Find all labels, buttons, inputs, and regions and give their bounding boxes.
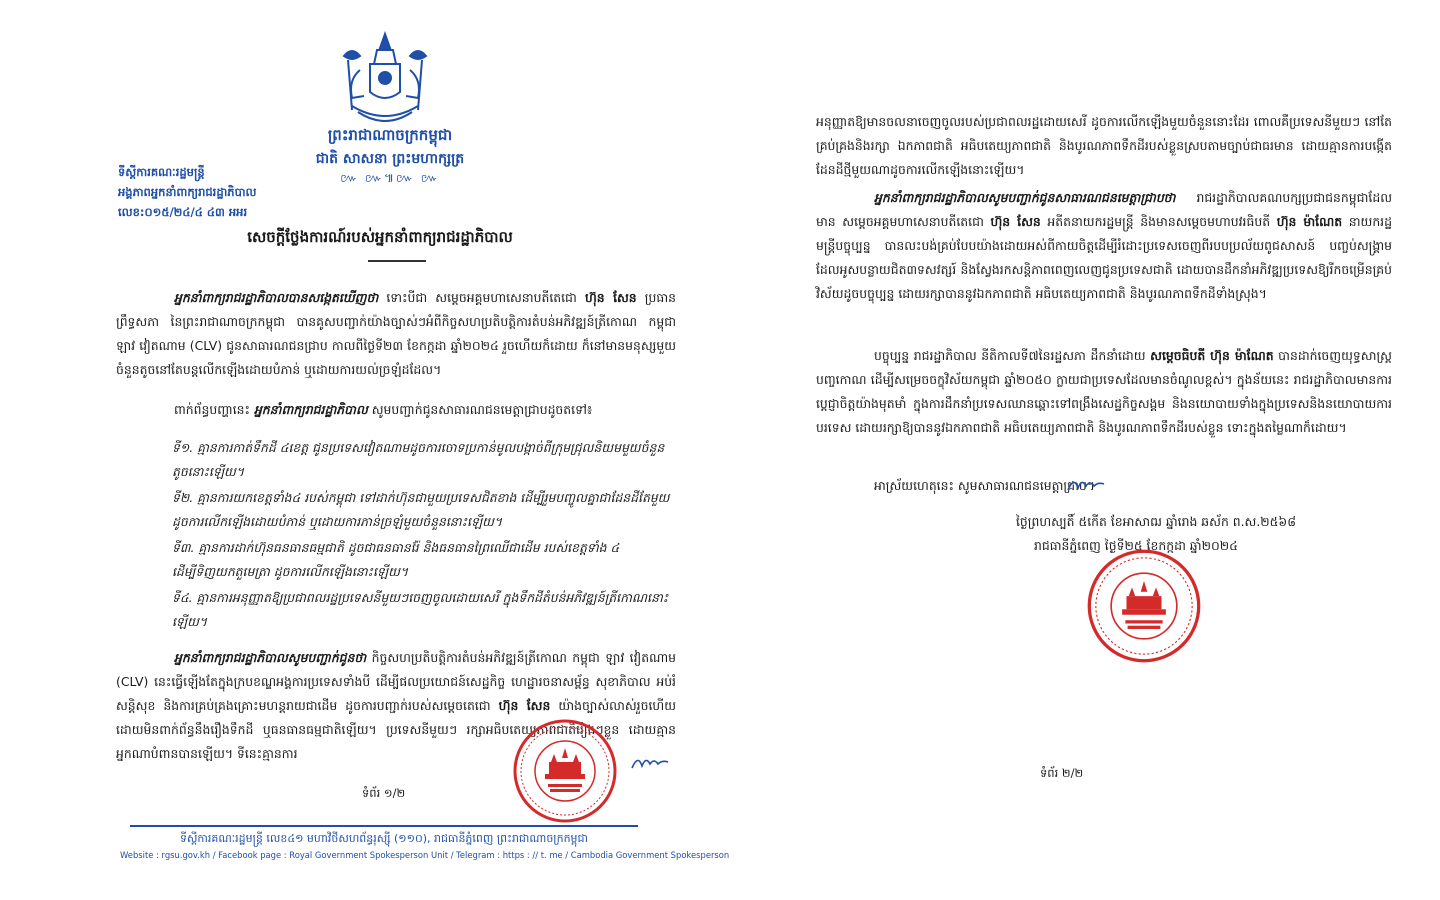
text-run: យ៉ាងច្បាស់លាស់រួចហើយដោយមិនពាក់ព័ន្ធនឹងរឿងទឹកដី ឬធនធានធម្មជាតិឡើយ។ ប្រទេសនីមួយៗ រក្សាអធិបតេយ្យភាពជាតិរៀងៗខ្លួន ដោយគ្មានអ្នកណាបំពានបានឡើយ។ ទីនេះគ្មានការ xyxy=(116,698,676,761)
text-run: ពាក់ព័ន្ធបញ្ហានេះ xyxy=(174,402,254,417)
footer-links: Website : rgsu.gov.kh / Facebook page : Royal Government Spokesperson Unit / Telegram : https : // t. me / Cambodia Government Spokesperson xyxy=(120,850,730,860)
document-title: សេចក្ដីថ្លែងការណ៍របស់អ្នកនាំពាក្យរាជរដ្ឋាភិបាល xyxy=(247,228,513,246)
date-place: រាជធានីភ្នំពេញ ថ្ងៃទី២៥ ខែកក្កដា ឆ្នាំ២០២៤ xyxy=(1034,538,1238,553)
date-lunar: ថ្ងៃព្រហស្បតិ៍ ៥កើត ខែអាសាឍ ឆ្នាំរោង ឆស័ក ព.ស.២៥៦៨ xyxy=(1016,514,1296,529)
title-underline xyxy=(368,260,426,262)
name-highlight: សម្ដេចធិបតី ហ៊ុន ម៉ាណែត xyxy=(1150,348,1274,363)
lead-phrase: អ្នកនាំពាក្យរាជរដ្ឋាភិបាលសូមបញ្ជាក់ជូនថា xyxy=(174,650,367,665)
list-item-1: ទី១. គ្មានការកាត់ទឹកដី ៤ខេត្ត ជូនប្រទេសវៀតណាមដូចការចោទប្រកាន់មូលបង្កាច់ពីក្រុមជ្រុលនិយមមួយចំនួនតូចនោះឡើយ។ xyxy=(172,440,665,479)
header-kingdom: ព្រះរាជាណាចក្រកម្ពុជា xyxy=(327,126,453,144)
lead-phrase: អ្នកនាំពាក្យរាជរដ្ឋាភិបាល xyxy=(253,402,368,417)
paragraph-2-1 xyxy=(816,186,1392,306)
text-run: ប្រធានព្រឹទ្ធសភា នៃព្រះរាជាណាចក្រកម្ពុជា បានគូសបញ្ជាក់យ៉ាងច្បាស់ៗអំពីកិច្ចសហប្រតិបត្តិការតំបន់អភិវឌ្ឍន៍ត្រីកោណ កម្ពុជា ឡាវ វៀតណាម (CLV) ជូនសាធារណជនជ្រាប កាលពីថ្ងៃទី២៣ ខែកក្កដា ឆ្នាំ២០២៤ រួចហើយក៏ដោយ ក៏នៅមានមនុស្សមួយចំនួនតូចនៅតែបន្តលើកឡើងដោយបំភាន់ ឬដោយការយល់ច្រឡំដដែល។ xyxy=(116,290,676,377)
list-item-2: ទី២. គ្មានការយកខេត្តទាំង៤ របស់កម្ពុជា ទៅដាក់ហ៊ុនជាមួយប្រទេសជិតខាង ដើម្បីរួមបញ្ចូលគ្នាជាដែនដីតែមួយ ដូចការលើកឡើងដោយបំភាន់ ឬដោយការភាន់ច្រឡំមួយចំនួននោះឡើយ។ xyxy=(172,490,670,529)
text-run: អតីតនាយករដ្ឋមន្ត្រី និងមានសម្ដេចមហាបវរធិបតី xyxy=(1040,214,1277,229)
text-run: នាយករដ្ឋមន្ត្រីបច្ចុប្បន្ន បានលះបង់គ្រប់បែបយ៉ាងដោយអស់ពីកាយចិត្តដើម្បីរំដោះប្រទេសចេញពីរបបប្រល័យពូជសាសន៍ បញ្ចប់សង្គ្រាមដែលអូសបន្លាយជិត៣ទសវត្សរ៍ និងស្វែងរកសន្តិភាពពេញលេញជូនប្រទេសជាតិ ដោយបានដឹកនាំអភិវឌ្ឍប្រទេសឱ្យរីកចម្រើនគ្រប់វិស័យដូចបច្ចុប្បន្ន ដោយរក្សាបាននូវឯកភាពជាតិ អធិបតេយ្យភាពជាតិ និងបូរណភាពទឹកដីទាំងស្រុង។ xyxy=(816,214,1392,301)
official-seal-icon xyxy=(1086,548,1202,664)
document-page-2 xyxy=(720,0,1440,900)
issuing-office xyxy=(118,162,348,222)
paragraph-2-2 xyxy=(816,344,1392,440)
lead-phrase: អ្នកនាំពាក្យរាជរដ្ឋាភិបាលបានសង្កេតឃើញថា xyxy=(174,290,379,305)
official-seal-icon xyxy=(512,718,618,824)
text-run: បច្ចុប្បន្ន រាជរដ្ឋាភិបាល នីតិកាលទី៧នៃរដ្ឋសភា ដឹកនាំដោយ xyxy=(874,348,1151,363)
text-run: កិច្ចសហប្រតិបត្តិការតំបន់អភិវឌ្ឍន៍ត្រីកោណ កម្ពុជា ឡាវ វៀតណាម (CLV) នេះធ្វើឡើងតែក្នុងក្របខណ្ឌអង្គការប្រទេសទាំងបី ដើម្បីផលប្រយោជន៍សេដ្ឋកិច្ច ហេដ្ឋារចនាសម្ព័ន្ធ សុខាភិបាល អប់រំ សន្តិសុខ និងការគ្រប់គ្រងគ្រោះមហន្តរាយជាដើម ដូចការបញ្ជាក់របស់សម្ដេចតេជោ xyxy=(116,650,676,713)
page-number: ទំព័រ ១/២ xyxy=(362,786,406,800)
footer-divider xyxy=(130,825,638,827)
text-run: សូមបញ្ជាក់ជូនសាធារណជនមេត្តាជ្រាបដូចតទៅ៖ xyxy=(367,402,593,417)
signature-icon xyxy=(630,752,670,772)
text-run: បានដាក់ចេញយុទ្ធសាស្ត្របញ្ចកោណ ដើម្បីសម្រេចចក្ខុវិស័យកម្ពុជា ឆ្នាំ២០៥០ ក្លាយជាប្រទេសដែលមានចំណូលខ្ពស់។ ក្នុងន័យនេះ រាជរដ្ឋាភិបាលមានការប្ដេជ្ញាចិត្តយ៉ាងមុតមាំ ក្នុងការដឹកនាំប្រទេសឈានឆ្ពោះទៅពង្រឹងសេដ្ឋកិច្ចសង្គម និងនយោបាយទាំងក្នុងប្រទេសនិងនយោបាយការបរទេស ដោយរក្សាឱ្យបាននូវឯកភាពជាតិ អធិបតេយ្យភាពជាតិ និងបូរណភាពទឹកដីរបស់ខ្លួន ទោះក្នុងតម្លៃណាក៏ដោយ។ xyxy=(816,348,1392,435)
name-highlight: ហ៊ុន សែន xyxy=(498,698,551,713)
paragraph-2 xyxy=(116,398,676,422)
list-item-4: ទី៤. គ្មានការអនុញ្ញាតឱ្យប្រជាពលរដ្ឋប្រទេសនីមួយៗចេញចូលដោយសេរី ក្នុងទឹកដីតំបន់អភិវឌ្ឍន៍ត្រីកោណនោះឡើយ។ xyxy=(172,590,669,629)
footer-address: ទីស្ដីការគណៈរដ្ឋមន្ត្រី លេខ៤១ មហាវិថីសហព័ន្ធរុស្ស៊ី (១១០), រាជធានីភ្នំពេញ ព្រះរាជាណាចក្រកម្ពុជា xyxy=(179,832,589,845)
list-item-3: ទី៣. គ្មានការដាក់ហ៊ុនធនធានធម្មជាតិ ដូចជាធនធានរ៉ែ និងធនធានព្រៃឈើជាដើម របស់ខេត្តទាំង ៤ ដើម្បីទិញយកតួមេត្រា ដូចការលើកឡើងនោះឡើយ។ xyxy=(172,540,620,579)
closing-line: អាស្រ័យហេតុនេះ សូមសាធារណជនមេត្តាជ្រាប។ xyxy=(874,478,1095,493)
text-run: រាជរដ្ឋាភិបាលគណបក្សប្រជាជនកម្ពុជាដែលមាន សម្ដេចអគ្គមហាសេនាបតីតេជោ xyxy=(816,190,1392,229)
royal-arms-icon xyxy=(330,30,440,130)
name-highlight: ហ៊ុន សែន xyxy=(990,214,1041,229)
name-highlight: ហ៊ុន សែន xyxy=(584,290,637,305)
header-ornament: ៚ ៚៕៚ ៚ xyxy=(340,171,440,185)
signature-icon xyxy=(1066,474,1106,494)
text-run: ទោះបីជា សម្ដេចអគ្គមហាសេនាបតីតេជោ xyxy=(378,290,585,305)
header-motto: ជាតិ សាសនា ព្រះមហាក្សត្រ xyxy=(315,151,465,167)
name-highlight: ហ៊ុន ម៉ាណែត xyxy=(1276,214,1343,229)
office-line-1: ទីស្ដីការគណៈរដ្ឋមន្ត្រី xyxy=(118,165,205,179)
lead-phrase: អ្នកនាំពាក្យរាជរដ្ឋាភិបាលសូមបញ្ជាក់ជូនសាធារណជនមេត្តាជ្រាបថា xyxy=(874,190,1176,205)
reference-number: លេខ:០១៥/២៤/៤ ៤៣ អអរ xyxy=(118,205,248,219)
paragraph-1 xyxy=(116,286,676,382)
paragraph-continued: អនុញ្ញាតឱ្យមានចលនាចេញចូលរបស់ប្រជាពលរដ្ឋដោយសេរី ដូចការលើកឡើងមួយចំនួននោះដែរ ពោលគឺប្រទេសនីមួយៗ នៅតែគ្រប់គ្រងនិងរក្សា ឯកភាពជាតិ អធិបតេយ្យភាពជាតិ និងបូរណភាពទឹកដីរបស់ខ្លួនស្របតាមច្បាប់ជាធរមាន ដោយគ្មានការបង្កើតដែនដីថ្មីមួយណាដូចការលើកឡើងនោះឡើយ។ xyxy=(816,114,1392,177)
office-line-2: អង្គភាពអ្នកនាំពាក្យរាជរដ្ឋាភិបាល xyxy=(118,185,257,199)
page-number: ទំព័រ ២/២ xyxy=(1040,766,1084,780)
